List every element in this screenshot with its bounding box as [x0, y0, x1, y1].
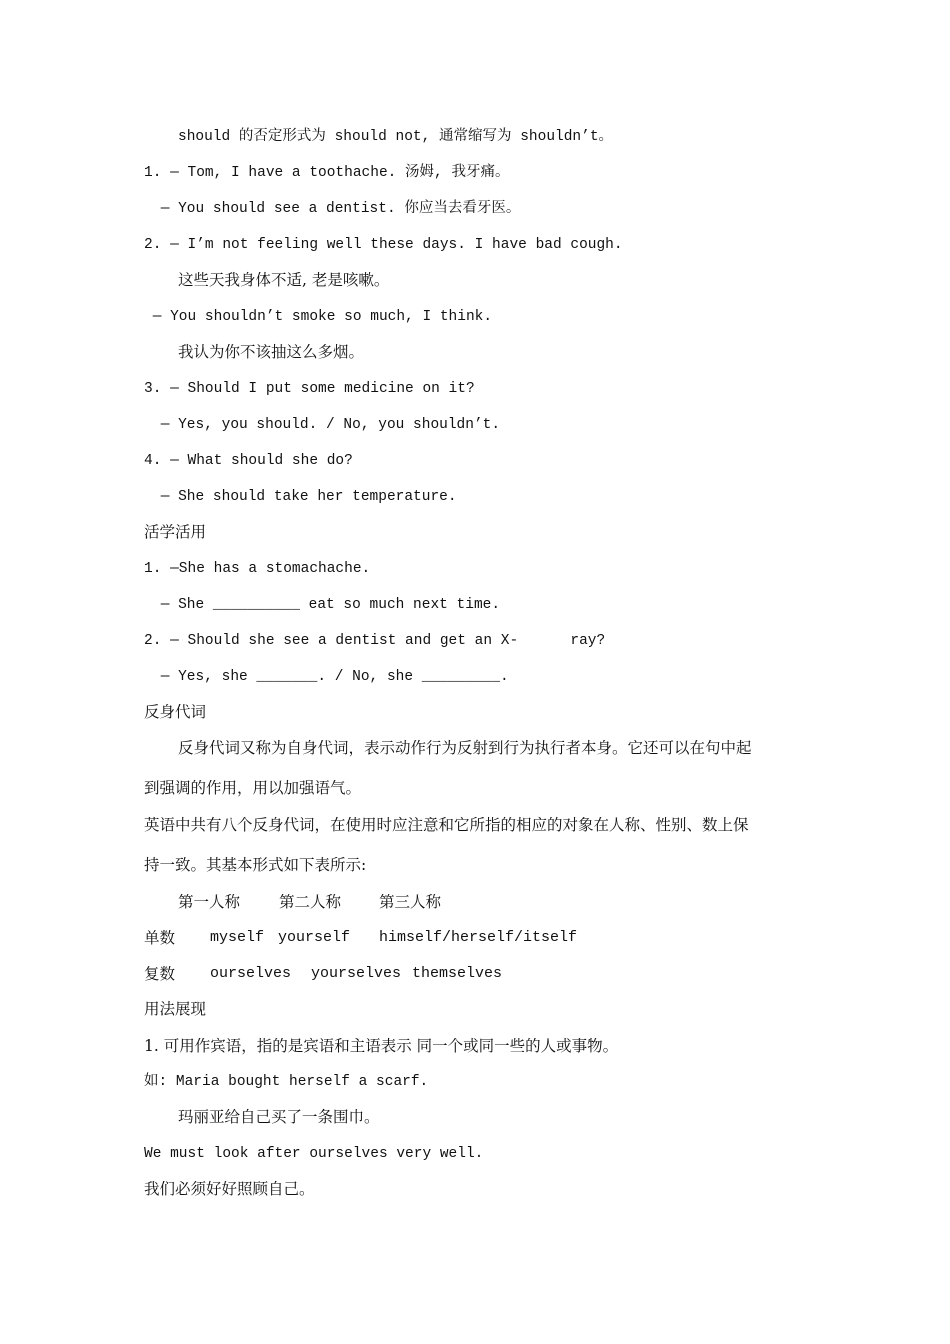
text-line: 1. —She has a stomachache.	[144, 561, 371, 577]
table-header: 第一人称	[178, 893, 241, 911]
text-line: 3. — Should I put some medicine on it?	[144, 381, 475, 397]
table-header: 第二人称	[279, 893, 342, 911]
text-line: 1. 可用作宾语，指的是宾语和主语表示 同一个或同一些的人或事物。	[144, 1037, 619, 1055]
text-line: 持一致。其基本形式如下表所示:	[144, 856, 367, 874]
table-cell: himself/herself/itself	[379, 929, 578, 946]
table-cell: yourselves	[311, 965, 402, 982]
text-line: 到强调的作用，用以加强语气。	[144, 779, 362, 797]
table-cell: yourself	[278, 929, 351, 946]
text-line: 2. — Should she see a dentist and get an X- ray?	[144, 633, 606, 649]
section-heading: 用法展现	[144, 1000, 207, 1018]
text-line: 玛丽亚给自己买了一条围巾。	[178, 1108, 380, 1126]
text-line: — She __________ eat so much next time.	[152, 597, 501, 613]
text-line: 我认为你不该抽这么多烟。	[178, 343, 365, 361]
text-line: 反身代词又称为自身代词，表示动作行为反射到行为执行者本身。它还可以在句中起	[178, 739, 752, 757]
section-heading: 活学活用	[144, 523, 207, 541]
text-line: 英语中共有八个反身代词，在使用时应注意和它所指的相应的对象在人称、性别、数上保	[144, 816, 749, 834]
text-line: — Yes, you should. / No, you shouldn’t.	[152, 417, 501, 433]
text-line: 1. — Tom, I have a toothache. 汤姆, 我牙痛。	[144, 165, 510, 181]
table-cell: ourselves	[210, 965, 292, 982]
text-line: We must look after ourselves very well.	[144, 1146, 484, 1162]
table-cell: themselves	[412, 965, 503, 982]
text-line: — You should see a dentist. 你应当去看牙医。	[152, 201, 521, 217]
text-line: — She should take her temperature.	[152, 489, 457, 505]
text-line: — You shouldn’t smoke so much, I think.	[144, 309, 493, 325]
table-row-label: 单数	[144, 929, 176, 947]
table-row-label: 复数	[144, 965, 176, 983]
text-line: — Yes, she _______. / No, she _________.	[152, 669, 509, 685]
text-line: 如: Maria bought herself a scarf.	[144, 1074, 429, 1090]
table-header: 第三人称	[379, 893, 442, 911]
text-line: 4. — What should she do?	[144, 453, 353, 469]
text-line: should 的否定形式为 should not, 通常缩写为 shouldn’t。	[178, 129, 614, 145]
text-line: 这些天我身体不适, 老是咳嗽。	[178, 271, 390, 289]
text-line: 2. — I’m not feeling well these days. I have bad cough.	[144, 237, 623, 253]
table-cell: myself	[210, 929, 265, 946]
section-heading: 反身代词	[144, 703, 207, 721]
text-line: 我们必须好好照顾自己。	[144, 1180, 315, 1198]
